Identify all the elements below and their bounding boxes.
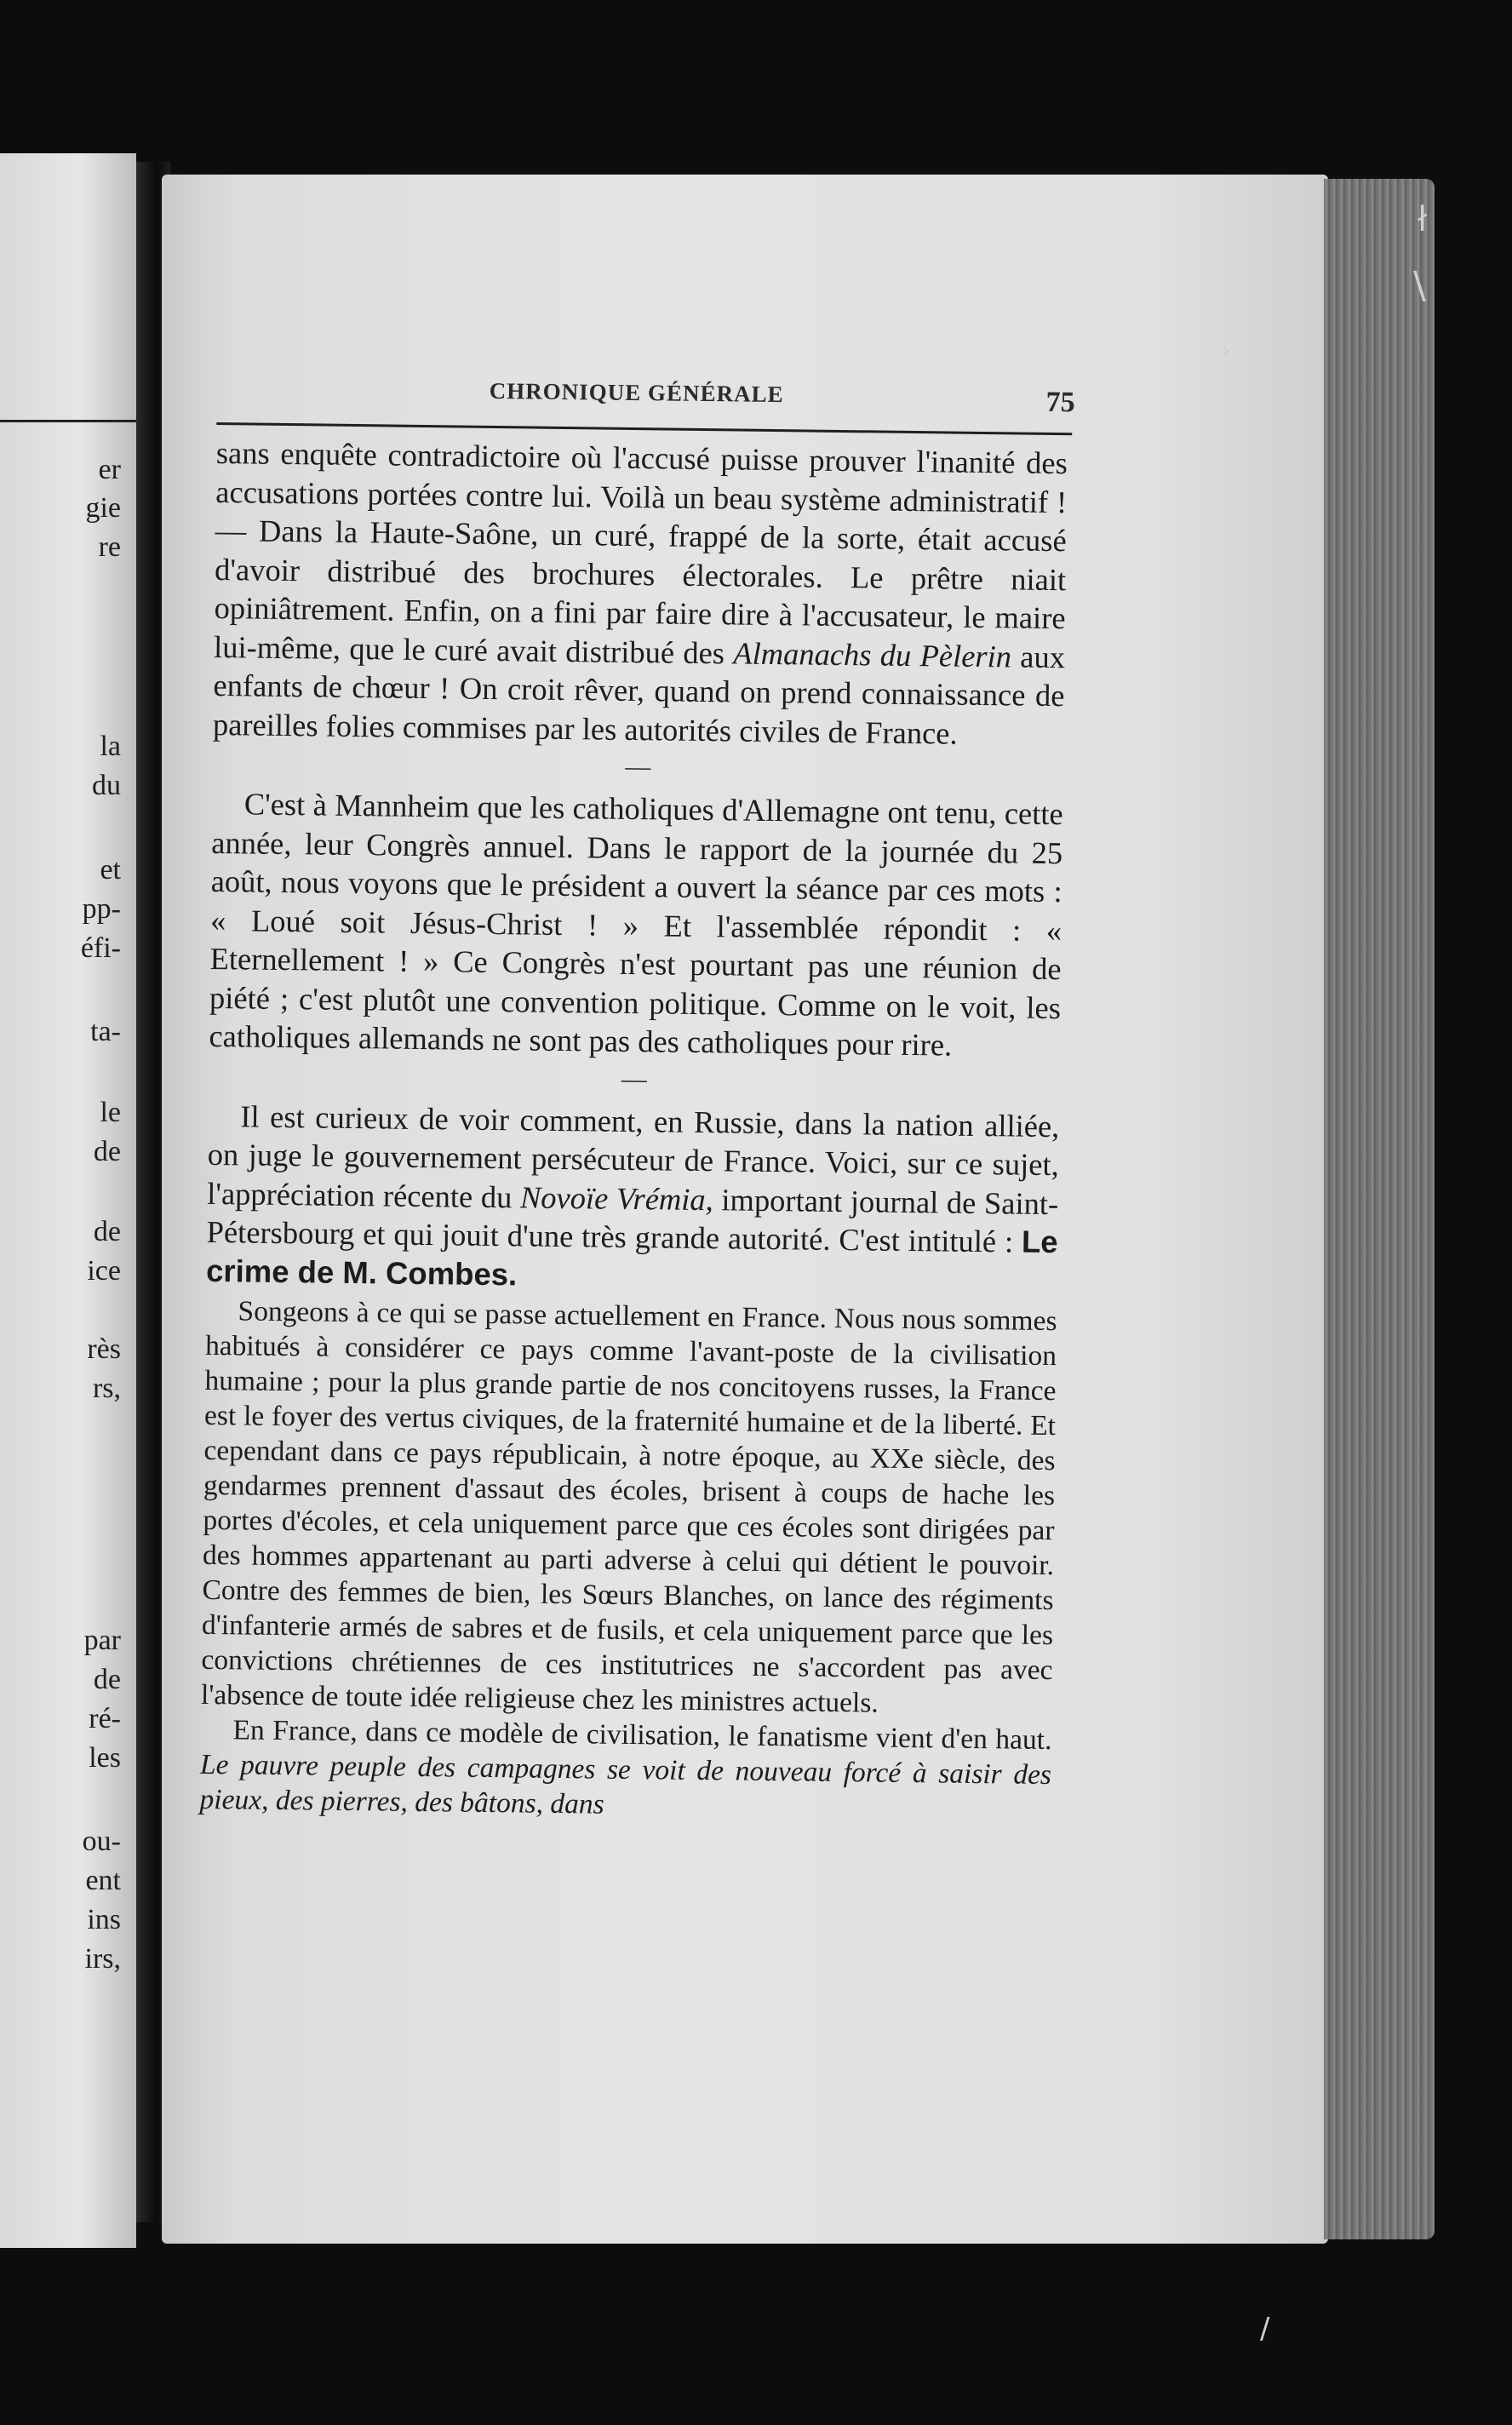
running-title: CHRONIQUE GÉNÉRALE xyxy=(489,377,784,408)
scan-speck: › xyxy=(1221,336,1231,366)
quote-paragraph: Songeons à ce qui se passe actuellement en France. Nous nous sommes habitués à considérer ce pays comme l'avant-poste de la civilisation humaine ; pour la plus grande partie de nos concitoyens russes, la France est le foyer des vertus civiques, de la fraternité humaine et de la liberté. Et cependant dans ce pays républicain, à notre époque, au XXe siècle, des gendarmes prennent d'assaut des écoles, brisent à coups de hache les portes d'écoles, et cela uniquement parce que ces écoles sont dirigées par des hommes appartenant au parti adverse à celui qui détient le pouvoir. Contre des femmes de bien, les Sœurs Blanches, on lance des régiments d'infanterie armés de sabres et de fusils, et cela uniquement parce que les convictions chrétiennes de ces institutrices ne s'accordent pas avec l'absence de toute idée religieuse chez les ministres actuels. xyxy=(200,1295,1057,1719)
italic-text: Le pauvre peuple des campagnes se voit de nouveau forcé à saisir des pieux, des pierres, des bâtons, dans xyxy=(199,1748,1052,1820)
previous-page-word-fragment: rs, xyxy=(92,1373,121,1404)
previous-page-header-rule xyxy=(0,420,136,422)
previous-page-word-fragment: gie xyxy=(85,492,121,524)
previous-page-word-fragment: éfi- xyxy=(80,932,121,964)
section-separator: — xyxy=(625,752,651,782)
previous-page-fragment xyxy=(0,153,136,2248)
previous-page-word-fragment: de xyxy=(93,1216,121,1247)
previous-page-word-fragment: er xyxy=(98,454,121,485)
previous-page-word-fragment: par xyxy=(83,1625,121,1656)
previous-page-word-fragment: rès xyxy=(87,1333,121,1365)
paragraph: C'est à Mannheim que les catholiques d'Allemagne ont tenu, cette année, leur Congrès annuel. Dans le rapport de la journée du 25 août, nous voyons que le président a ouvert la séance par ces mots : « Loué soit Jésus-Christ ! » Et l'assemblée répondit : « Eternellement ! » Ce Congrès n'est pourtant pas une réunion de piété ; c'est plutôt une convention politique. Comme on le voit, les catholiques allemands ne sont pas des catholiques pour rire. xyxy=(209,786,1064,1063)
previous-page-word-fragment: ent xyxy=(85,1865,121,1896)
previous-page-word-fragment: ins xyxy=(87,1904,121,1935)
quoted-text xyxy=(199,1293,1057,1827)
paragraph: Il est curieux de voir comment, en Russie, dans la nation alliée, on juge le gouvernement persécuteur de France. Voici, sur ce sujet, l'appréciation récente du Novoïe Vrémia, important journal de Saint-Pétersbourg et qui jouit d'une très grande autorité. C'est intitulé : Le crime de M. Combes. xyxy=(205,1098,1060,1292)
previous-page-word-fragment: ou- xyxy=(82,1826,121,1857)
previous-page-word-fragment: pp- xyxy=(82,893,121,925)
previous-page-word-fragment: ré- xyxy=(89,1703,121,1734)
previous-page-word-fragment: de xyxy=(93,1136,121,1167)
page-number: 75 xyxy=(1045,386,1075,419)
previous-page-word-fragment: de xyxy=(93,1664,121,1695)
previous-page-word-fragment: re xyxy=(98,531,121,563)
quote-paragraph: En France, dans ce modèle de civilisation, le fanatisme vient d'en haut. Le pauvre peuple des campagnes se voit de nouveau forcé à saisir des pieux, des pierres, des bâtons, dans xyxy=(199,1714,1052,1820)
scan-speck: \ xyxy=(1413,264,1426,307)
previous-page-word-fragment: du xyxy=(92,770,121,801)
scan-speck: / xyxy=(1260,2312,1270,2346)
previous-page-word-fragment: les xyxy=(89,1742,121,1774)
previous-page-word-fragment: ice xyxy=(87,1255,121,1287)
page-content xyxy=(199,375,1075,1827)
previous-page-word-fragment: le xyxy=(100,1097,121,1128)
previous-page-word-fragment: la xyxy=(100,731,121,762)
italic-title: Novoïe Vrémia, xyxy=(519,1178,714,1217)
page-edges xyxy=(1324,179,1435,2239)
previous-page-word-fragment: irs, xyxy=(84,1943,121,1975)
body-text xyxy=(206,433,1068,1300)
previous-page-word-fragment: ta- xyxy=(90,1016,121,1047)
scan-speck: ł xyxy=(1418,200,1428,239)
previous-page-word-fragment: et xyxy=(100,854,121,886)
article-title: Le crime de M. Combes. xyxy=(205,1224,1058,1292)
italic-title: Almanachs du Pèlerin xyxy=(733,634,1012,674)
paragraph: sans enquête contradictoire où l'accusé puisse prouver l'inanité des accusations portées contre lui. Voilà un beau système administratif ! — Dans la Haute-Saône, un curé, frappé de la sorte, était accusé d'avoir distribué des brochures électorales. Le prêtre niait opiniâtrement. Enfin, on a fini par faire dire à l'accusateur, le maire lui-même, que le curé avait distribué des Almanachs du Pèlerin aux enfants de chœur ! On croit rêver, quand on prend connaissance de pareilles folies commises par les autorités civiles de France. xyxy=(212,434,1068,751)
section-separator: — xyxy=(621,1064,648,1093)
